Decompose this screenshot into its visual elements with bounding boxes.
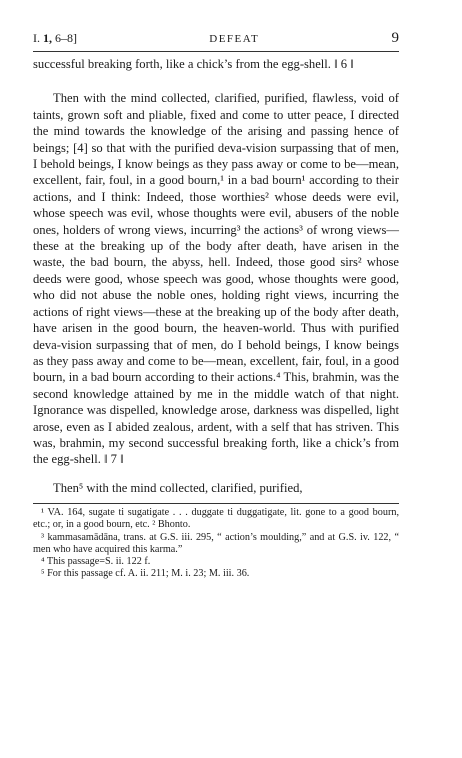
footnote: ⁵ For this passage cf. A. ii. 211; M. i. 23; M. iii. 36.	[41, 568, 250, 580]
ref-verses: 6–8]	[55, 31, 77, 45]
book-page	[33, 30, 399, 580]
paragraph: successful breaking forth, like a chick’s from the egg-shell. ‖ 6 ‖	[33, 57, 354, 71]
footnote: ⁴ This passage=S. ii. 122 f.	[41, 555, 151, 567]
footnote: ³ kammasamādāna, trans. at G.S. iii. 295, “ action’s moulding,” and at G.S. iv. 122, “ men who have acquired this karma.”	[33, 531, 399, 555]
body-text	[33, 56, 399, 496]
footnotes	[33, 507, 399, 580]
paragraph: Then with the mind collected, clarified, purified, flawless, void of taints, grown soft and pliable, fixed and come to utter peace, I directed the mind towards the knowledge of the arising and passing hence of beings; [4] so that with the purified deva-vision surpassing that of men, I behold beings, I know beings as they pass away or come to be—mean, excellent, fair, foul, in a good bourn,¹ in a bad bourn¹ according to their actions, and I think: Indeed, those worthies² whose deeds were evil, whose speech was evil, whose thoughts were evil, abusers of the noble ones, holders of wrong views, incurring³ the actions³ of wrong views—these at the breaking up of the body after death, have arisen in the waste, the bad bourn, the abyss, hell. Indeed, those good sirs² whose deeds were good, whose speech was good, whose thoughts were good, who did not abuse the noble ones, holding right views, incurring the actions of right views—these at the breaking up of the body after death, have arisen in the good bourn, the heaven-world. Thus with purified deva-vision surpassing that of men, do I behold beings, I know beings as they pass away and come to be—mean, excellent, fair, foul, in a good bourn, in a bad bourn according to their actions.⁴ This, brahmin, was the second knowledge attained by me in the middle watch of that night. Ignorance was dispelled, knowledge arose, darkness was dispelled, light arose, even as I abided zealous, ardent, with a self that has striven. This was, brahmin, my second successful breaking forth, like a chick’s from the egg-shell. ‖ 7 ‖	[33, 91, 399, 467]
paragraph: Then⁵ with the mind collected, clarified, purified,	[53, 480, 303, 495]
footnote-rule	[33, 503, 399, 504]
footnote: ¹ VA. 164, sugate ti sugatigate . . . duggate ti duggatigate, lit. gone to a good bourn, etc.; or, in a good bourn, etc. ² Bhonto.	[33, 507, 399, 531]
header-rule	[33, 51, 399, 52]
section-reference	[33, 31, 77, 46]
running-title: DEFEAT	[209, 33, 260, 45]
ref-chapter: 1,	[43, 31, 52, 45]
ref-prefix: I.	[33, 31, 40, 45]
page-number: 9	[391, 30, 399, 46]
running-head	[33, 30, 399, 48]
